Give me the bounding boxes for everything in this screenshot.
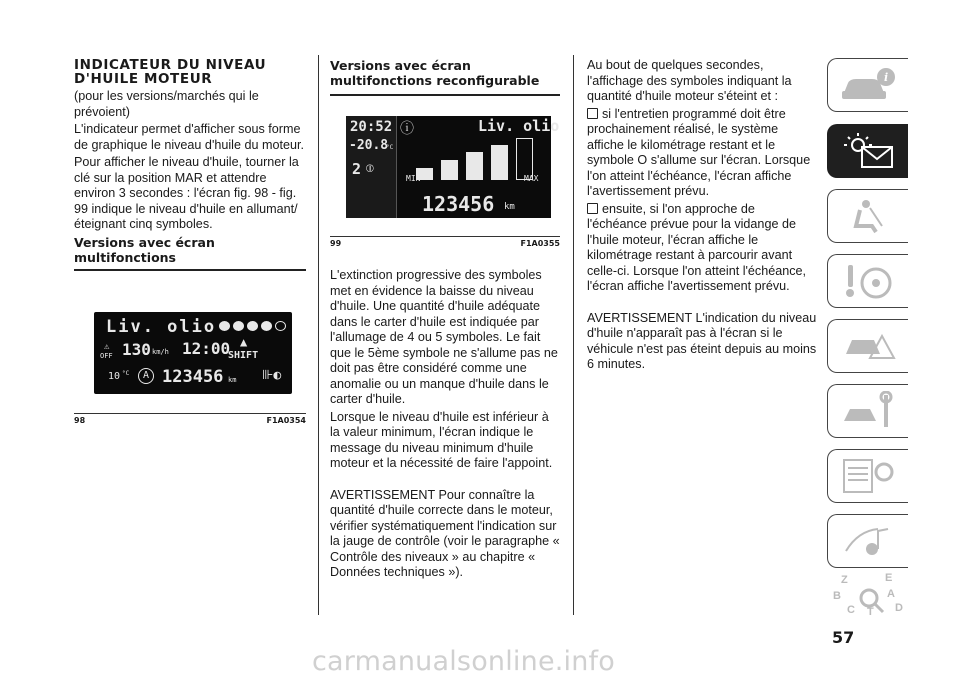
level-dot bbox=[275, 321, 286, 331]
esc-off-icon: ⚠ bbox=[104, 342, 110, 352]
subhead-rule bbox=[330, 94, 560, 96]
tab-starting-driving[interactable] bbox=[827, 254, 908, 308]
figure-code: F1A0354 bbox=[266, 416, 306, 425]
car-warning-icon bbox=[838, 326, 900, 366]
index-letter: D bbox=[895, 602, 903, 614]
fog-light-icon: ⦶ bbox=[366, 162, 374, 175]
title-line-1: INDICATEUR DU NIVEAU bbox=[74, 57, 267, 73]
gear-value: 2 bbox=[352, 160, 362, 178]
figure-number: 98 bbox=[74, 416, 86, 425]
bullet-icon bbox=[587, 203, 598, 214]
shift-label: SHIFT bbox=[228, 350, 259, 361]
paragraph-intro: L'indicateur permet d'afficher sous forme de graphique le niveau d'huile du moteur. bbox=[74, 122, 304, 152]
tab-safety[interactable] bbox=[827, 189, 908, 243]
index-letter: C bbox=[847, 604, 855, 616]
max-label: MAX bbox=[524, 174, 539, 183]
paragraph-procedure: Pour afficher le niveau d'huile, tourner la clé sur la position MAR et attendre environ 3 secondes : l'écran fig. 98 - fig. 99 indique le niveau d'huile en allumant/éteignant cinq symboles. bbox=[74, 155, 299, 231]
music-note-icon bbox=[838, 521, 900, 561]
headlight-icon: ⊪◐ bbox=[262, 368, 282, 383]
paragraph-after-seconds: Au bout de quelques secondes, l'affichage des symboles indiquant la quantité d'huile moteur s'éteint et : bbox=[587, 58, 792, 103]
gear-mode-icon: A bbox=[138, 368, 154, 384]
paragraph-warning-minutes: AVERTISSEMENT L'indication du niveau d'huile n'apparaît pas à l'écran si le véhicule n'est pas éteint depuis au moins 6 minutes. bbox=[587, 310, 817, 371]
index-letter: E bbox=[885, 572, 893, 584]
oil-level-dots bbox=[219, 321, 286, 331]
paragraph-warning-dipstick: AVERTISSEMENT Pour connaître la quantité d'huile correcte dans le moteur, vérifier systématiquement l'indication sur la jauge de contrôle (voir le paragraphe « Contrôle des niveaux » au chapitre « Données techniques »). bbox=[330, 487, 560, 579]
subhead-multifunction: Versions avec écran multifonctions bbox=[74, 234, 215, 265]
odometer-value: 123456 bbox=[162, 367, 224, 387]
figure-caption-99 bbox=[330, 239, 560, 248]
car-wrench-icon bbox=[838, 391, 900, 431]
tab-emergency[interactable] bbox=[827, 319, 908, 373]
temp-unit: °C bbox=[386, 144, 394, 151]
tab-multimedia[interactable] bbox=[827, 514, 908, 568]
speed-unit: km/h bbox=[152, 348, 169, 356]
multifunction-display-figure bbox=[94, 312, 292, 394]
title-line-2: D'HUILE MOTEUR bbox=[74, 71, 213, 87]
temp-unit: °C bbox=[122, 370, 130, 377]
paragraph-minimum: Lorsque le niveau d'huile est inférieur à la valeur minimum, l'écran indique le message du niveau minimum d'huile moteur et la nécessité de faire l'appoint. bbox=[330, 409, 553, 470]
bullet-service bbox=[587, 107, 817, 200]
index-letter: T bbox=[867, 606, 874, 618]
section-title bbox=[74, 58, 306, 86]
display-title: Liv. olio bbox=[478, 117, 560, 135]
figure-rule bbox=[74, 413, 306, 414]
level-dot bbox=[247, 321, 258, 331]
subhead-reconfigurable: Versions avec écran multifonctions reconfigurable bbox=[330, 58, 540, 88]
reconfigurable-display-figure bbox=[346, 116, 560, 218]
paragraph-extinction: L'extinction progressive des symboles met en évidence la baisse du niveau d'huile. Une quantité d'huile adéquate dans le carter d'huile est indiquée par l'allumage de 4 ou 5 symboles. Le fait que le 5ème symbole ne s'allume pas ne doit pas être considéré comme une anomalie ou un manque d'huile dans le carter d'huile. bbox=[330, 268, 558, 406]
display-title: Liv. olio bbox=[106, 317, 217, 337]
bullet-text: si l'entretien programmé doit être prochainement réalisé, le système affiche le kilométrage restant et le symbole O s'allume sur l'écran. Lorsque l'on atteint l'échéance, l'écran affiche l'avertissement prévu. bbox=[587, 106, 811, 198]
figure-number: 99 bbox=[330, 239, 342, 248]
seat-airbag-icon bbox=[838, 196, 900, 236]
index-letter: A bbox=[887, 588, 895, 600]
temp-value: -20.8 bbox=[349, 138, 389, 153]
clock: 12:00 bbox=[182, 339, 231, 358]
level-dot bbox=[261, 321, 272, 331]
level-bar bbox=[466, 152, 483, 180]
odometer-value: 123456 bbox=[422, 192, 495, 216]
column-divider-2 bbox=[573, 55, 574, 615]
min-label: MIN bbox=[406, 174, 421, 183]
watermark[interactable]: carmanualsonline.info bbox=[312, 646, 615, 677]
level-dot bbox=[219, 321, 230, 331]
figure-caption-98 bbox=[74, 416, 306, 425]
bullet-icon bbox=[587, 108, 598, 119]
off-label: OFF bbox=[100, 352, 113, 360]
index-letter: B bbox=[833, 590, 841, 602]
column-3 bbox=[587, 0, 817, 375]
speed-value: 130 bbox=[122, 340, 151, 359]
temp-value: 10 bbox=[108, 371, 121, 382]
column-divider-1 bbox=[318, 55, 319, 615]
bullet-text: ensuite, si l'on approche de l'échéance prévue pour la vidange de l'huile moteur, l'écran affiche le kilométrage restant à parcourir avant celle-ci. Lorsque l'on atteint l'échéance, l'écran affiche l'avertissement prévu. bbox=[587, 201, 807, 293]
tab-technical-data[interactable] bbox=[827, 449, 908, 503]
index-letter: Z bbox=[841, 574, 848, 586]
level-dot bbox=[233, 321, 244, 331]
level-bar bbox=[491, 145, 508, 180]
subhead-rule bbox=[74, 269, 306, 271]
tab-car-info[interactable] bbox=[827, 58, 908, 112]
data-gear-icon bbox=[838, 456, 900, 496]
bullet-oil-change bbox=[587, 202, 817, 295]
svg-text:i: i bbox=[884, 71, 889, 84]
car-info-icon bbox=[838, 65, 900, 105]
level-bar bbox=[441, 160, 458, 180]
shift-up-icon: ▲ bbox=[240, 335, 248, 349]
page-number: 57 bbox=[832, 628, 855, 647]
warning-light-message-icon bbox=[838, 131, 900, 171]
figure-code: F1A0355 bbox=[520, 239, 560, 248]
info-icon: ⓘ bbox=[400, 121, 414, 137]
figure-rule bbox=[330, 236, 560, 237]
key-steering-wheel-icon bbox=[838, 261, 900, 301]
tab-warning-lights[interactable] bbox=[827, 124, 908, 178]
tab-index[interactable] bbox=[827, 574, 907, 626]
odometer-unit: km bbox=[228, 376, 237, 384]
odometer-unit: km bbox=[504, 202, 515, 212]
paragraph-availability: (pour les versions/marchés qui le prévoient) bbox=[74, 89, 259, 119]
clock: 20:52 bbox=[350, 119, 393, 135]
tab-maintenance[interactable] bbox=[827, 384, 908, 438]
